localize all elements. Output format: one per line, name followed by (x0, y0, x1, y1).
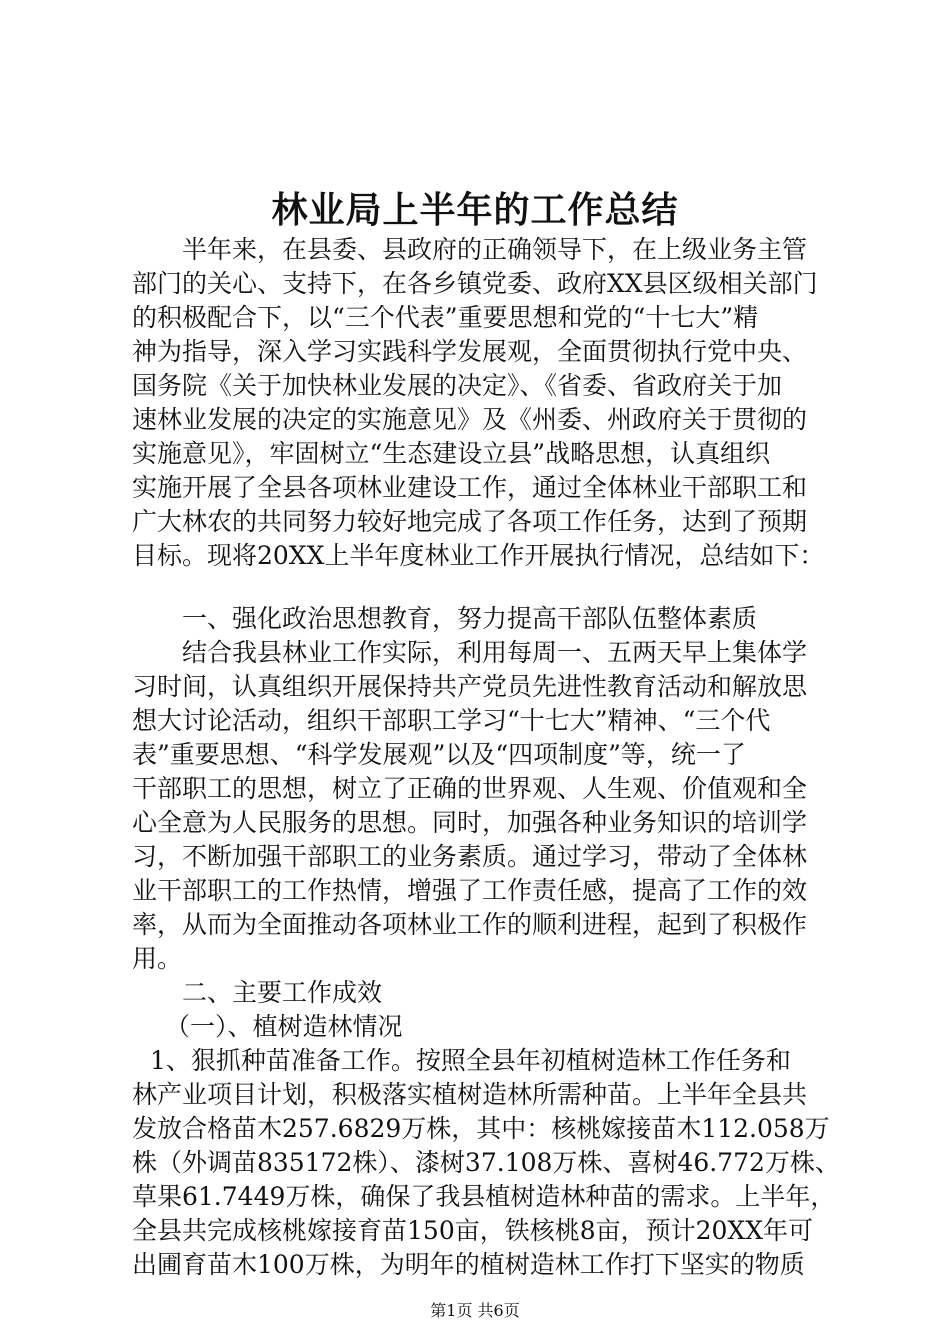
paragraph-line: 半年来，在县委、县政府的正确领导下，在上级业务主管 (182, 235, 808, 264)
paragraph-line: 实施开展了全县各项林业建设工作，通过全体林业干部职工和 (132, 473, 808, 502)
paragraph-line: 想大讨论活动，组织干部职工学习“十七大”精神、“三个代 (132, 706, 771, 735)
paragraph-line: 出圃育苗木100万株，为明年的植树造林工作打下坚实的物质 (132, 1250, 805, 1279)
paragraph-line: 1、狠抓种苗准备工作。按照全县年初植树造林工作任务和 (150, 1046, 791, 1075)
paragraph-line: 发放合格苗木257.6829万株，其中：核桃嫁接苗木112.058万 (132, 1114, 830, 1143)
paragraph-line: 心全意为人民服务的思想。同时，加强各种业务知识的培训学 (132, 808, 808, 837)
paragraph-line: 率，从而为全面推动各项林业工作的顺利进程，起到了积极作 (132, 910, 808, 939)
paragraph-line: 习，不断加强干部职工的业务素质。通过学习，带动了全体林 (132, 842, 808, 871)
subsection-heading: （一）、植树造林情况 (165, 1012, 403, 1041)
paragraph-line: 林产业项目计划，积极落实植树造林所需种苗。上半年全县共 (132, 1080, 808, 1109)
paragraph-line: 草果61.7449万株，确保了我县植树造林种苗的需求。上半年， (132, 1182, 836, 1211)
paragraph-line: 用。 (132, 944, 183, 973)
section-heading: 二、主要工作成效 (182, 978, 383, 1007)
paragraph-line: 国务院《关于加快林业发展的决定》、《省委、省政府关于加 (132, 371, 783, 400)
paragraph-line: 速林业发展的决定的实施意见》及《州委、州政府关于贯彻的 (132, 405, 808, 434)
paragraph-line: 广大林农的共同努力较好地完成了各项工作任务，达到了预期 (132, 507, 808, 536)
page-footer: 第1页 共6页 (430, 1301, 520, 1320)
paragraph-line: 全县共完成核桃嫁接育苗150亩，铁核桃8亩，预计20XX年可 (132, 1216, 814, 1245)
paragraph-line: 神为指导，深入学习实践科学发展观，全面贯彻执行党中央、 (132, 337, 808, 366)
paragraph-line: 的积极配合下，以“三个代表”重要思想和党的“十七大”精 (132, 303, 759, 332)
paragraph-line: 表”重要思想、“科学发展观”以及“四项制度”等，统一了 (132, 740, 746, 769)
paragraph-line: 业干部职工的工作热情，增强了工作责任感，提高了工作的效 (132, 876, 808, 905)
paragraph-line: 目标。现将20XX上半年度林业工作开展执行情况，总结如下： (132, 541, 825, 570)
document-title: 林业局上半年的工作总结 (271, 190, 679, 231)
paragraph-line: 结合我县林业工作实际，利用每周一、五两天早上集体学 (182, 638, 808, 667)
paragraph-line: 干部职工的思想，树立了正确的世界观、人生观、价值观和全 (132, 774, 808, 803)
paragraph-line: 实施意见》，牢固树立“生态建设立县”战略思想，认真组织 (132, 439, 771, 468)
paragraph-line: 株（外调苗835172株）、漆树37.108万株、喜树46.772万株、 (132, 1148, 840, 1177)
section-heading: 一、强化政治思想教育，努力提高干部队伍整体素质 (182, 604, 758, 633)
paragraph-line: 习时间，认真组织开展保持共产党员先进性教育活动和解放思 (132, 672, 808, 701)
paragraph-line: 部门的关心、支持下，在各乡镇党委、政府XX县区级相关部门 (132, 269, 818, 298)
